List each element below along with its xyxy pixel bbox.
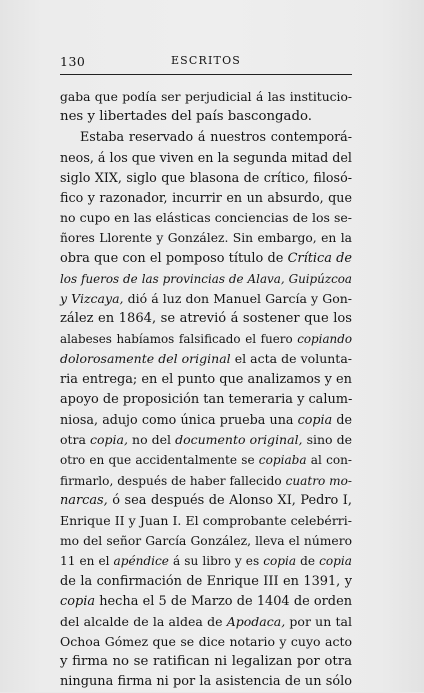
text-line <box>60 592 352 612</box>
header-rule <box>60 74 352 75</box>
italic-text: copia <box>297 412 333 427</box>
text-run: el acta de volunta- <box>230 351 352 367</box>
italic-text: copia <box>60 593 96 609</box>
text-run: fico y razonador, incurrir en un absurdo, que <box>60 189 352 205</box>
text-run: neos, á los que viven en la segunda mitad del <box>60 149 352 165</box>
text-line <box>60 572 352 592</box>
text-line <box>60 269 352 289</box>
text-run: firmarlo, después de haber fallecido <box>60 473 286 488</box>
italic-text: copiaba <box>258 453 307 468</box>
text-run: Estaba reservado á nuestros contemporá- <box>80 129 352 145</box>
italic-text: copia, <box>90 432 128 448</box>
italic-text: narcas, <box>60 492 108 508</box>
italic-text: los fueros de las provincias de Alava, Guipúzcoa <box>60 271 352 286</box>
italic-text: copia <box>263 554 297 569</box>
text-run: otra <box>60 432 91 448</box>
text-line <box>60 672 352 692</box>
text-run: á su libro y es <box>168 554 264 569</box>
page-header <box>60 54 352 74</box>
text-run: de la confirmación de Enrique III en 1391, y <box>60 573 352 589</box>
body-text <box>60 87 352 693</box>
text-run: ñores Llorente y González. Sin embargo, en la <box>60 231 352 246</box>
text-line <box>60 309 352 329</box>
text-line <box>60 127 352 147</box>
italic-text: dolorosamente del original <box>60 351 231 367</box>
italic-text: copiando <box>297 332 352 347</box>
text-line <box>60 612 352 632</box>
text-run: de <box>332 412 353 427</box>
text-run: obra que con el pomposo título de <box>60 250 288 266</box>
text-run: no cupo en las elásticas conciencias de los se- <box>60 210 352 226</box>
text-line <box>60 511 352 531</box>
text-line <box>60 329 352 349</box>
text-run: sino de <box>302 432 353 448</box>
text-run: mo del señor García González, lleva el número <box>60 534 352 549</box>
text-line <box>60 551 352 571</box>
text-line <box>60 188 352 208</box>
italic-text: cuatro mo- <box>285 473 352 488</box>
text-line <box>60 450 352 470</box>
text-line <box>60 87 352 107</box>
text-line <box>60 652 352 672</box>
text-run: por un tal <box>285 613 352 629</box>
text-line <box>60 228 352 248</box>
text-run: al con- <box>306 453 352 468</box>
italic-text: y Vizcaya, <box>60 290 124 306</box>
text-run: apoyo de proposición tan temeraria y calum- <box>60 391 353 407</box>
text-line <box>60 471 352 491</box>
text-line <box>60 410 352 430</box>
running-title: ESCRITOS <box>170 54 242 67</box>
text-run: siglo XIX, siglo que blasona de crítico, filosó- <box>60 169 352 185</box>
text-run: 11 en el <box>60 554 114 569</box>
text-run: alabeses habíamos falsificado el fuero <box>60 332 298 347</box>
text-run: zález en 1864, se atrevió á sostener que los <box>60 311 352 327</box>
italic-text: Apodaca, <box>226 613 286 629</box>
text-line <box>60 289 352 309</box>
text-run: hecha el 5 de Marzo de 1404 de orden <box>95 593 352 609</box>
italic-text: copia <box>319 554 352 569</box>
text-run: gaba que podía ser perjudicial á las institucio- <box>60 90 352 104</box>
text-run: Enrique II y Juan I. El comprobante celebérri- <box>60 512 352 528</box>
text-line <box>60 349 352 369</box>
text-line <box>60 107 352 127</box>
text-line <box>60 390 352 410</box>
text-run: ria entrega; en el punto que analizamos y en <box>60 371 352 387</box>
text-run: dió á luz don Manuel García y Gon- <box>123 290 352 306</box>
text-line <box>60 148 352 168</box>
text-run: de <box>296 554 320 569</box>
text-line <box>60 491 352 511</box>
text-line <box>60 430 352 450</box>
text-line <box>60 632 352 652</box>
text-line <box>60 168 352 188</box>
text-run: y firma no se ratifican ni legalizan por otra <box>60 654 352 670</box>
italic-text: Crítica de <box>287 250 352 266</box>
text-run: ninguna firma ni por la asistencia de un sólo <box>60 674 352 690</box>
italic-text: documento original, <box>175 432 303 448</box>
text-run: Ochoa Gómez que se dice notario y cuyo acto <box>60 634 352 650</box>
text-run: otro en que accidentalmente se <box>60 453 259 468</box>
page-number: 130 <box>60 54 86 69</box>
text-run: ó sea después de Alonso XI, Pedro I, <box>107 492 352 508</box>
text-line <box>60 249 352 269</box>
text-run: del alcalde de la aldea de <box>60 613 227 629</box>
text-run: niosa, adujo como única prueba una <box>60 412 298 427</box>
text-run: no del <box>127 432 176 448</box>
text-line <box>60 531 352 551</box>
text-line <box>60 370 352 390</box>
text-run: nes y libertades del país bascongado. <box>60 109 312 125</box>
italic-text: apéndice <box>113 554 169 569</box>
text-line <box>60 208 352 228</box>
